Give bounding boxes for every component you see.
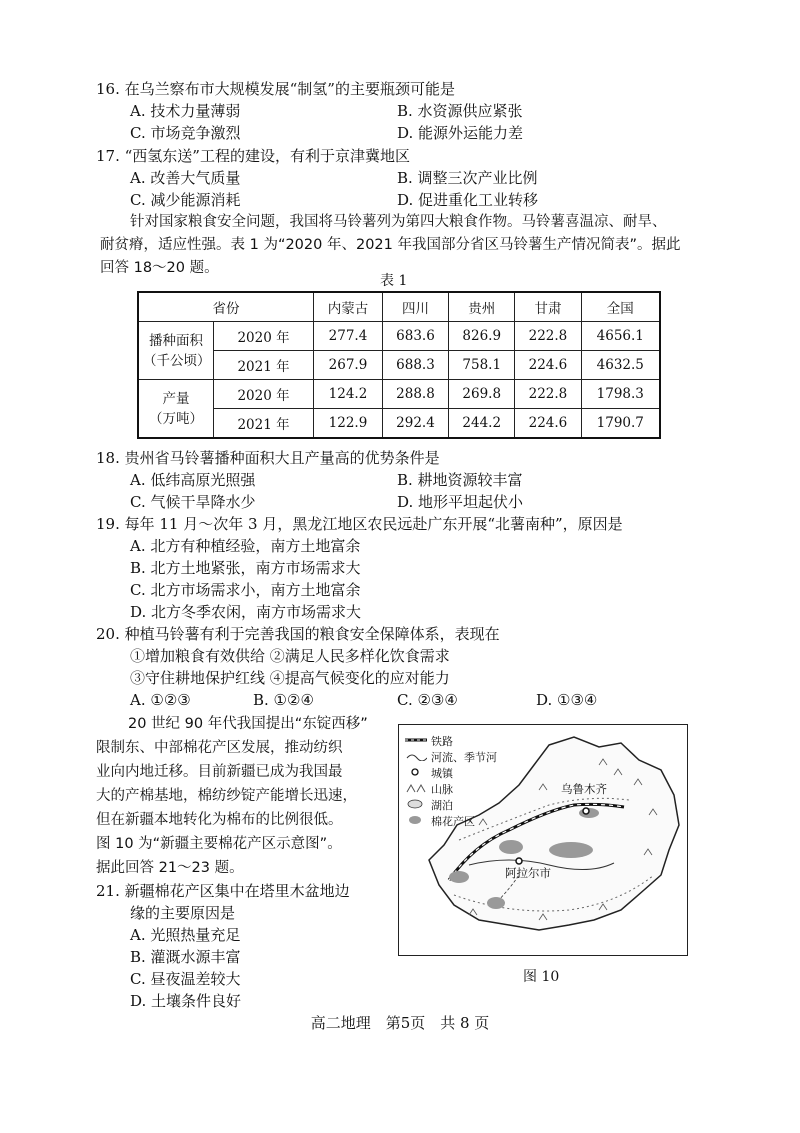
q20-option-a: A. ①②③ [130,691,191,709]
legend-river [431,749,497,765]
question-20-stem: 20. 种植马铃薯有利于完善我国的粮食安全保障体系，表现在 [96,625,500,643]
legend-city [431,765,453,781]
table-cell: 122.9 [314,409,383,439]
table-row [138,322,660,351]
legend-label: 铁路 [431,735,453,748]
q19-option-a: A. 北方有种植经验，南方土地富余 [130,537,361,555]
question-19-stem: 19. 每年 11 月～次年 3 月，黑龙江地区农民远赴广东开展“北薯南种”，原因是 [96,515,623,533]
passage2-line: 20 世纪 90 年代我国提出“东锭西移” [128,716,368,732]
table-cell: 269.8 [449,380,515,409]
cotton-area [549,842,593,858]
q18-option-a: A. 低纬高原光照强 [130,471,256,489]
urumqi-label: 乌鲁木齐 [561,782,607,796]
question-17-stem: 17. “西氢东送”工程的建设，有利于京津冀地区 [96,147,410,165]
q20-option-b: B. ①②④ [253,691,314,709]
q16-option-b: B. 水资源供应紧张 [397,102,523,120]
q17-option-d: D. 促进重化工业转移 [397,191,539,209]
cotton-legend-icon [405,815,427,825]
legend-label: 棉花产区 [431,815,475,828]
figure-caption: 图 10 [523,969,560,985]
year-cell: 2020 年 [214,322,314,351]
question-21-stem: 21. 新疆棉花产区集中在塔里木盆地边 [96,882,350,900]
table-cell: 4656.1 [581,322,660,351]
year-cell: 2021 年 [214,409,314,439]
urumqi-city-marker [583,808,589,814]
yield-row-label [138,380,214,439]
q20-item-line: ③守住耕地保护红线 ④提高气候变化的应对能力 [130,669,450,687]
q21-option-a: A. 光照热量充足 [130,926,241,944]
cotton-area [499,840,523,854]
year-cell: 2021 年 [214,351,314,380]
table-cell: 222.8 [515,380,581,409]
table-cell: 277.4 [314,322,383,351]
city-legend-icon [405,767,427,777]
table-cell: 826.9 [449,322,515,351]
table-cell: 244.2 [449,409,515,439]
q16-option-a: A. 技术力量薄弱 [130,102,241,120]
q21-option-c: C. 昼夜温差较大 [130,970,241,988]
lake-legend-icon [405,799,427,809]
table-cell: 688.3 [382,351,448,380]
year-cell: 2020 年 [214,380,314,409]
table-row [138,380,660,409]
table-cell: 4632.5 [581,351,660,380]
table-cell: 1798.3 [581,380,660,409]
alar-label: 阿拉尔市 [505,866,551,880]
table-cell: 1790.7 [581,409,660,439]
area-label-line: 播种面积 [149,332,203,349]
q18-option-b: B. 耕地资源较丰富 [397,471,523,489]
cotton-area [487,897,505,909]
q19-option-d: D. 北方冬季农闲，南方市场需求大 [130,603,362,621]
page-footer: 高二地理 第5页 共 8 页 [310,1014,490,1032]
q20-option-d: D. ①③④ [536,691,598,709]
passage2-line: 图 10 为“新疆主要棉花产区示意图”。 [96,836,342,852]
table-header-row [138,292,660,322]
q17-option-b: B. 调整三次产业比例 [397,169,538,187]
q17-option-a: A. 改善大气质量 [130,169,241,187]
yield-label-unit: （万吨） [149,410,203,427]
table-cell: 224.6 [515,409,581,439]
xinjiang-cotton-map [398,724,688,956]
q20-item-line: ①增加粮食有效供给 ②满足人民多样化饮食需求 [130,647,450,665]
passage2-line: 限制东、中部棉花产区发展，推动纺织 [96,740,343,756]
alar-city-marker [516,858,522,864]
q21-option-b: B. 灌溉水源丰富 [130,948,241,966]
table-cell: 288.8 [382,380,448,409]
question-21-stem-cont: 缘的主要原因是 [130,904,236,922]
q19-option-b: B. 北方土地紧张，南方市场需求大 [130,559,361,577]
table-header-cell: 全国 [581,292,660,322]
table-cell: 222.8 [515,322,581,351]
legend-label: 湖泊 [431,799,453,812]
table-header-cell: 内蒙古 [314,292,383,322]
q19-option-c: C. 北方市场需求小，南方土地富余 [130,581,361,599]
cotton-area [449,871,469,883]
yield-label-line: 产量 [162,390,190,407]
table-cell: 758.1 [449,351,515,380]
q18-option-d: D. 地形平坦起伏小 [397,493,524,511]
area-row-label [138,322,214,380]
q21-option-d: D. 土壤条件良好 [130,992,242,1010]
table-cell: 267.9 [314,351,383,380]
passage2-line: 据此回答 21～23 题。 [96,860,244,876]
passage2-line: 大的产棉基地，棉纺纱锭产能增长迅速， [96,788,357,804]
table-cell: 224.6 [515,351,581,380]
legend-label: 山脉 [431,783,453,796]
q16-option-c: C. 市场竞争激烈 [130,124,241,142]
area-label-unit: （千公顷） [143,352,211,369]
passage1-line: 耐贫瘠，适应性强。表 1 为“2020 年、2021 年我国部分省区马铃薯生产情况简表”。据此 [100,237,681,253]
q20-option-c: C. ②③④ [397,691,458,709]
legend-label: 河流、季节河 [431,751,497,764]
table-header-cell: 省份 [138,292,314,322]
passage2-line: 但在新疆本地转化为棉布的比例很低。 [96,812,343,828]
question-18-stem: 18. 贵州省马铃薯播种面积大且产量高的优势条件是 [96,449,440,467]
table-cell: 683.6 [382,322,448,351]
passage1-line: 回答 18～20 题。 [100,260,219,276]
table-row [138,409,660,439]
potato-production-table [137,291,661,439]
table-header-cell: 贵州 [449,292,515,322]
railway-legend-icon [405,735,427,745]
table-cell: 124.2 [314,380,383,409]
question-16-stem: 16. 在乌兰察布市大规模发展“制氢”的主要瓶颈可能是 [96,80,455,98]
table-title: 表 1 [380,273,408,289]
passage2-line: 业向内地迁移。目前新疆已成为我国最 [96,764,343,780]
legend-cotton [431,813,475,829]
passage1-line: 针对国家粮食安全问题，我国将马铃薯列为第四大粮食作物。马铃薯喜温凉、耐旱、 [130,214,667,230]
legend-mountain [431,781,453,797]
q18-option-c: C. 气候干旱降水少 [130,493,256,511]
legend-label: 城镇 [431,767,453,780]
map-legend [401,733,511,833]
mountain-legend-icon [405,783,427,793]
q17-option-c: C. 减少能源消耗 [130,191,241,209]
table-header-cell: 甘肃 [515,292,581,322]
river-legend-icon [405,751,427,761]
table-row [138,351,660,380]
table-cell: 292.4 [382,409,448,439]
q16-option-d: D. 能源外运能力差 [397,124,524,142]
legend-railway [431,733,453,749]
legend-lake [431,797,453,813]
table-header-cell: 四川 [382,292,448,322]
